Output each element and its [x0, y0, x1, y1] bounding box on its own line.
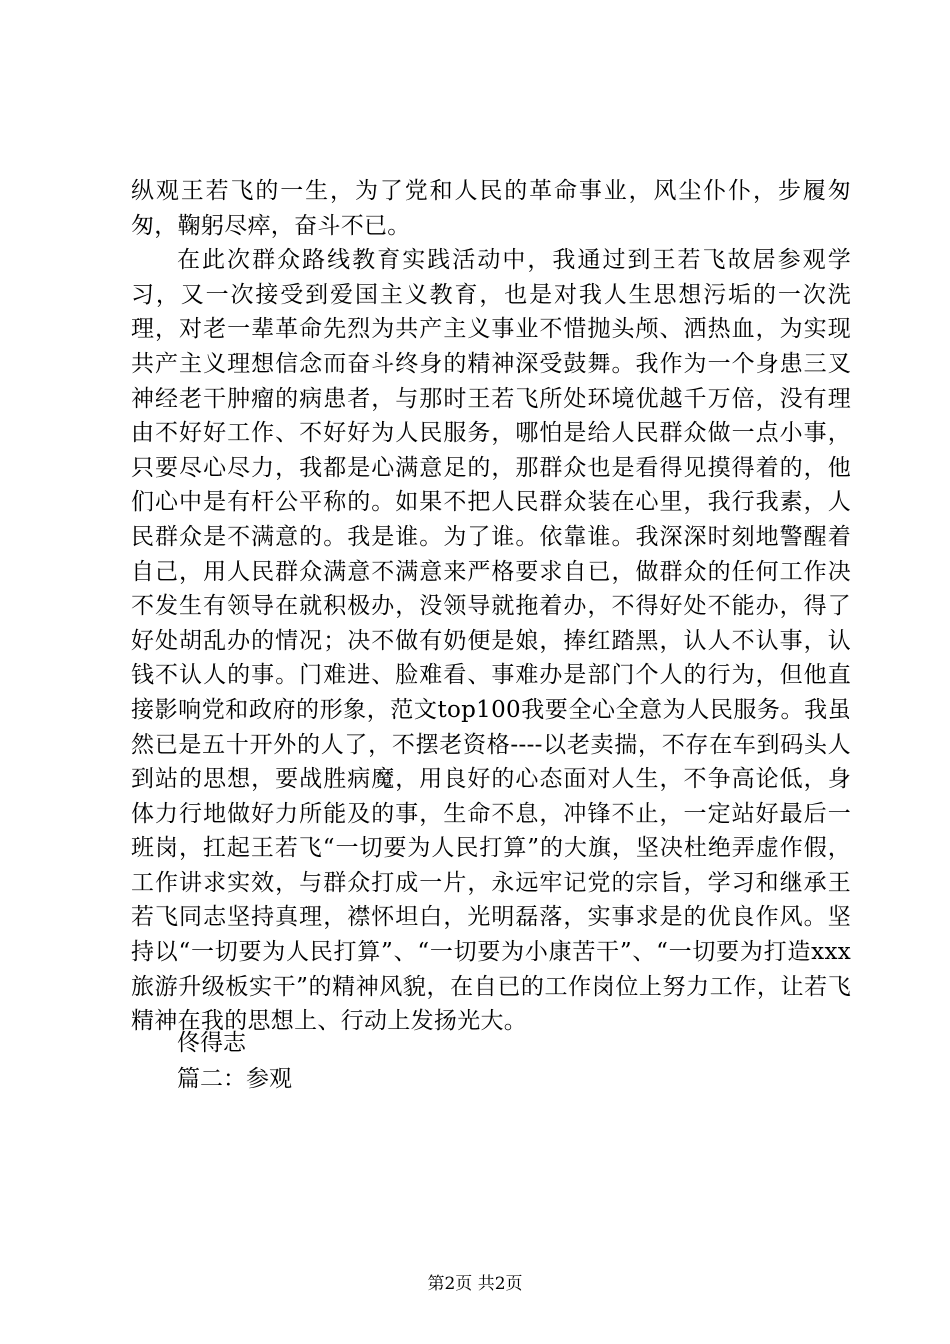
author-signature: 佟得志 [177, 1030, 246, 1056]
page-footer [0, 1272, 950, 1296]
paragraph-1: 纵观王若飞的一生，为了党和人民的革命事业，风尘仆仆，步履匆匆，鞠躬尽瘁，奋斗不已。 [131, 178, 851, 239]
paragraph-2: 在此次群众路线教育实践活动中，我通过到王若飞故居参观学习，又一次接受到爱国主义教育，也是对我人生思想污垢的一次洗理，对老一辈革命先烈为共产主义事业不惜抛头颅、洒热血，为实现共产主义理想信念而奋斗终身的精神深受鼓舞。我作为一个身患三叉神经老干肿瘤的病患者，与那时王若飞所处环境优越千万倍，没有理由不好好工作、不好好为人民服务，哪怕是给人民群众做一点小事，只要尽心尽力，我都是心满意足的，那群众也是看得见摸得着的，他们心中是有杆公平称的。如果不把人民群众装在心里，我行我素，人民群众是不满意的。我是谁。为了谁。依靠谁。我深深时刻地警醒着自己，用人民群众满意不满意来严格要求自已，做群众的任何工作决不发生有领导在就积极办，没领导就拖着办，不得好处不能办，得了好处胡乱办的情况；决不做有奶便是娘，捧红踏黑，认人不认事，认钱不认人的事。门难进、脸难看、事难办是部门个人的行为，但他直接影响党和政府的形象，范文top100我要全心全意为人民服务。我虽然已是五十开外的人了，不摆老资格----以老卖揣，不存在车到码头人到站的思想，要战胜病魔，用良好的心态面对人生，不争高论低，身体力行地做好力所能及的事，生命不息，冲锋不止，一定站好最后一班岗，扛起王若飞“一切要为人民打算”的大旗，坚决杜绝弄虚作假，工作讲求实效，与群众打成一片，永远牢记党的宗旨，学习和继承王若飞同志坚持真理，襟怀坦白，光明磊落，实事求是的优良作风。坚持以“一切要为人民打算”、“一切要为小康苦干”、“一切要为打造xxx旅游升级板实干”的精神风貌，在自已的工作岗位上努力工作，让若飞精神在我的思想上、行动上发扬光大。 [131, 247, 851, 1035]
page-number: 第2页 共2页 [427, 1274, 523, 1294]
next-section-heading: 篇二：参观 [177, 1066, 292, 1092]
body-text [131, 174, 851, 1039]
